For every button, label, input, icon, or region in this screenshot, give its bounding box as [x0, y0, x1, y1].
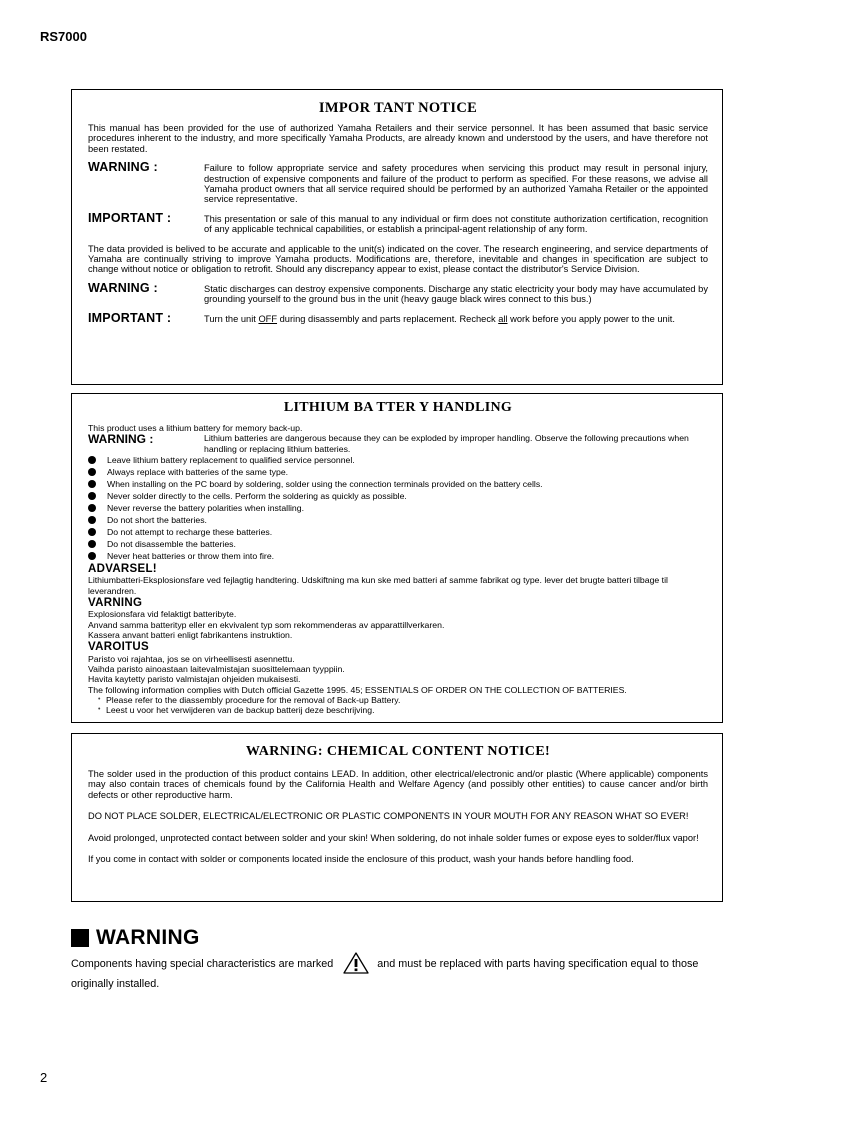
model-name: RS7000 — [40, 29, 87, 44]
chemical-title: WARNING: CHEMICAL CONTENT NOTICE! — [245, 744, 551, 759]
notice-intro: This manual has been provided for the use of authorized Yamaha Retailers and their service personnel. It has been assumed that basic service procedures inherent to the industry, and more specifically Yamaha Products, are already known and understood by the users, and have therefore not been restated. — [88, 123, 708, 154]
warning-text: Lithium batteries are dangerous because they can be exploded by improper handling. Observe the following precautions when handling or replacing lithium batteries. — [204, 433, 689, 454]
swedish-line: Kassera anvant batteri enligt fabrikantens instruktion. — [88, 630, 293, 641]
important-text: This presentation or sale of this manual to any individual or firm does not constitute authorization certification, recognition of any applicable technical capabilities, or establish a principal-agent relationship of any form. — [204, 213, 708, 235]
lithium-title: LITHIUM BA TTER Y HANDLING — [283, 400, 513, 415]
off-underlined: OFF — [258, 313, 278, 324]
important-label: IMPORTANT : — [88, 210, 172, 225]
important-notice-title: IMPOR TANT NOTICE — [318, 100, 478, 116]
finnish-line: Havita kaytetty paristo valmistajan ohjeiden mukaisesti. — [88, 674, 301, 685]
important-text-part: during disassembly and parts replacement. Recheck — [277, 313, 499, 324]
warning-heading — [71, 926, 200, 950]
list-item: • Leest u voor het verwijderen van de backup batterij deze beschrijving. — [98, 705, 708, 715]
chemical-notice-box — [71, 733, 723, 902]
warning-text: Static discharges can destroy expensive components. Discharge any static electricity your body may have accumulated by grounding yourself to the ground bus in the unit (heavy gauge black wires connect to this bus.) — [204, 283, 708, 305]
swedish-line: Anvand samma batterityp eller en ekvivalent typ som rekommenderas av apparattillverkaren. — [88, 619, 445, 630]
dutch-intro: The following information complies with Dutch official Gazette 1995. 45; ESSENTIALS OF ORDER ON THE COLLECTION OF BATTERIES. — [88, 684, 627, 695]
chemical-paragraph: If you come in contact with solder or components located inside the enclosure of this product, wash your hands before handling food. — [88, 854, 634, 865]
finnish-line: Vaihda paristo ainoastaan laitevalmistajan suosittelemaan tyyppiin. — [88, 664, 345, 675]
lithium-battery-box — [71, 393, 723, 723]
important-notice-box — [71, 89, 723, 385]
list-item: Do not short the batteries. — [88, 514, 708, 526]
warning-row-1 — [88, 161, 708, 205]
danish-heading: ADVARSEL! — [88, 562, 157, 575]
black-square-icon — [71, 929, 89, 947]
warning-description — [71, 951, 731, 990]
warning-text: Failure to follow appropriate service and safety procedures when servicing this product may result in personal injury, destruction of expensive components and failure of the product to perform as specified. For these reasons, we advise all Yamaha product owners that all service required should be performed by an authorized Yamaha Retailer or the appointed service representative. — [204, 163, 708, 205]
warning-row-2 — [88, 282, 708, 305]
list-item: When installing on the PC board by soldering, solder using the connection terminals provided on the battery cells. — [88, 478, 708, 490]
lithium-intro: This product uses a lithium battery for memory back-up. — [88, 423, 303, 433]
all-underlined: all — [498, 313, 508, 324]
notice-paragraph: The data provided is belived to be accurate and applicable to the unit(s) indicated on the cover. The research engineering, and service departments of Yamaha are continually striving to improve Yamaha products. Modifications are, therefore, inevitable and changes in specification are subject to change without notice or obligation to retrofit. Should any discrepancy appear to exist, please contact the distributor's Service Division. — [88, 243, 708, 275]
warning-label: WARNING : — [88, 280, 158, 295]
list-item: Never heat batteries or throw them into fire. — [88, 550, 708, 562]
finnish-heading: VAROITUS — [88, 641, 149, 654]
warning-text-before: Components having special characteristics are marked — [71, 958, 334, 970]
swedish-line: Explosionsfara vid felaktigt batteribyte. — [88, 609, 237, 620]
warning-label: WARNING : — [88, 432, 154, 447]
list-item: Always replace with batteries of the same type. — [88, 466, 708, 478]
lithium-warning-row — [88, 433, 708, 454]
warning-text-after: and must be replaced with parts having specification equal to those originally installed. — [71, 958, 699, 990]
important-row-1 — [88, 212, 708, 235]
list-item: • Please refer to the diassembly procedure for the removal of Back-up Battery. — [98, 695, 708, 705]
chemical-paragraph: DO NOT PLACE SOLDER, ELECTRICAL/ELECTRONIC OR PLASTIC COMPONENTS IN YOUR MOUTH FOR ANY REASON WHAT SO EVER! — [88, 811, 689, 822]
list-item: Never reverse the battery polarities when installing. — [88, 502, 708, 514]
important-text-part: work before you apply power to the unit. — [507, 313, 675, 324]
important-text — [204, 314, 708, 325]
finnish-line: Paristo voi rajahtaa, jos se on virheellisesti asennettu. — [88, 653, 295, 664]
lithium-precautions-list — [88, 454, 708, 562]
important-label: IMPORTANT : — [88, 310, 172, 325]
list-item: Leave lithium battery replacement to qualified service personnel. — [88, 454, 708, 466]
chemical-paragraph: The solder used in the production of this product contains LEAD. In addition, other electrical/electronic and/or plastic (Where applicable) components may also contain traces of chemicals found by the California Health and Welfare Agency (and possibly other entities) to cause cancer and/or birth defects or other reproductive harm. — [88, 769, 708, 800]
swedish-heading: VARNING — [88, 596, 143, 609]
list-item: Never solder directly to the cells. Perform the soldering as quickly as possible. — [88, 490, 708, 502]
list-item: Do not disassemble the batteries. — [88, 538, 708, 550]
warning-triangle-icon — [342, 951, 370, 978]
warning-label: WARNING : — [88, 160, 158, 175]
important-row-2 — [88, 312, 708, 325]
important-text-part: Turn the unit — [204, 313, 259, 324]
dutch-list — [88, 695, 708, 716]
warning-title: WARNING — [96, 926, 200, 949]
chemical-paragraph: Avoid prolonged, unprotected contact between solder and your skin! When soldering, do not inhale solder fumes or expose eyes to solder/flux vapor! — [88, 832, 699, 843]
danish-text: Lithiumbatteri-Eksplosionsfare ved fejlagtig handtering. Udskiftning ma kun ske med batteri af samme fabrikat og type. lever det brugte batteri tilbage til leverandren. — [88, 575, 668, 596]
list-item: Do not attempt to recharge these batteries. — [88, 526, 708, 538]
page-number: 2 — [40, 1070, 48, 1085]
